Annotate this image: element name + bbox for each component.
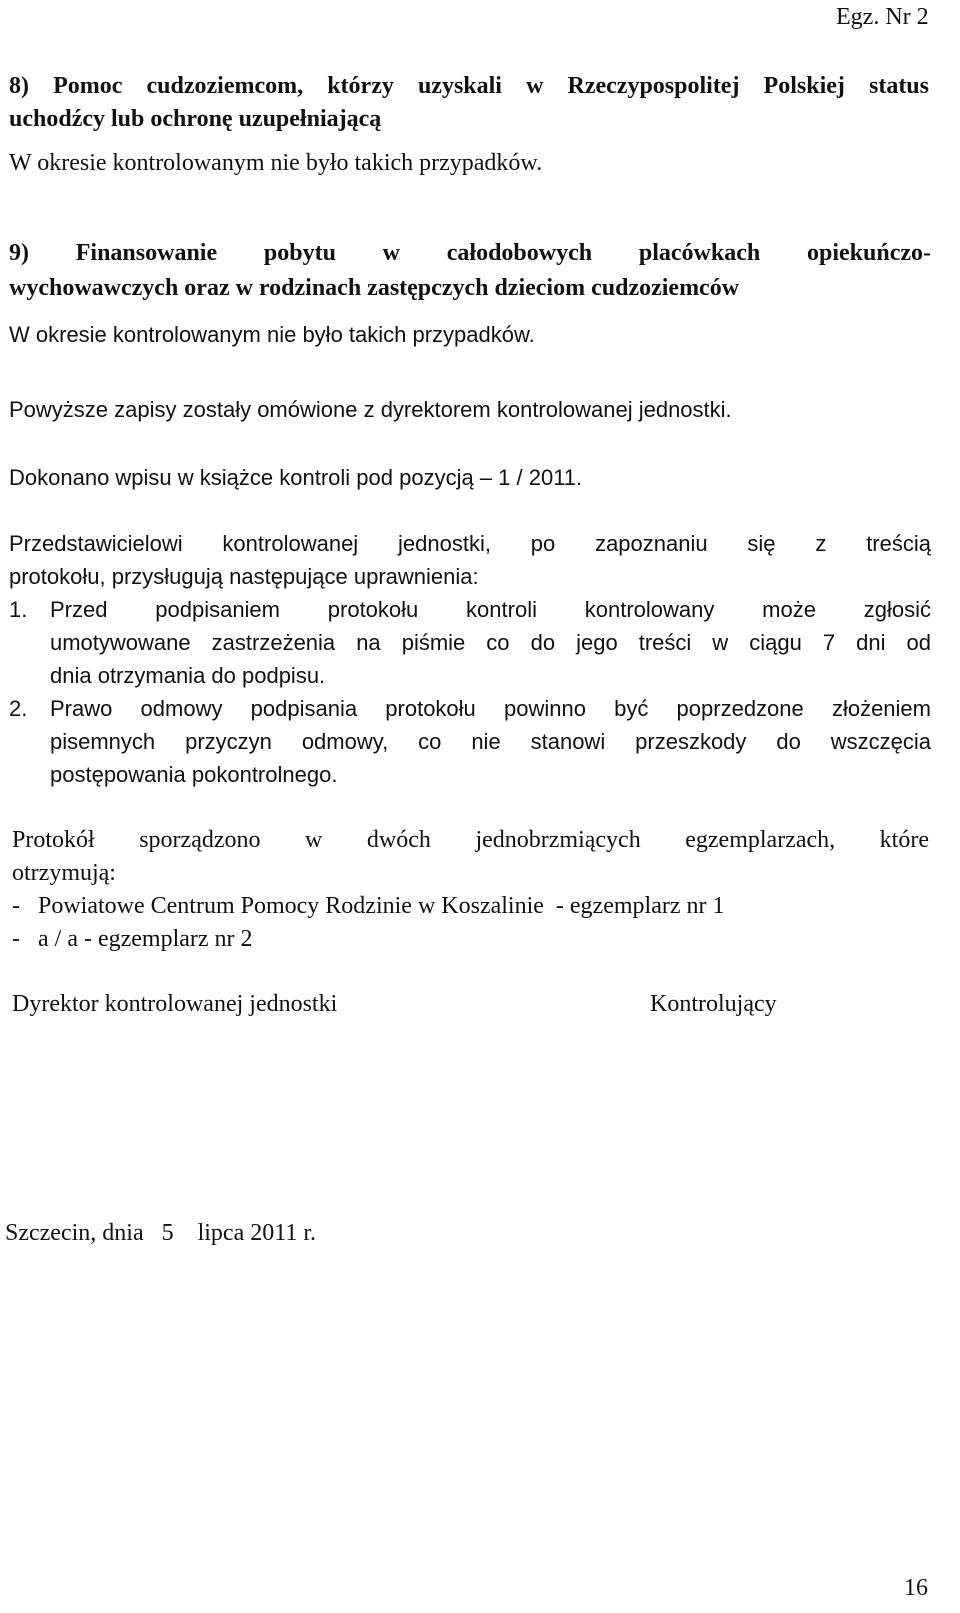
section-9-heading-line2: wychowawczych oraz w rodzinach zastępczych dzieciom cudzoziemców — [9, 275, 740, 301]
rights-item-2-line2: pisemnych przyczyn odmowy, co nie stanowi przeszkody do wszczęcia — [50, 729, 931, 754]
section-8-heading-line2: uchodźcy lub ochronę uzupełniającą — [9, 106, 382, 132]
copies-intro-line1: Protokół sporządzono w dwóch jednobrzmiących egzemplarzach, które — [12, 827, 929, 853]
rights-item-1-line3: dnia otrzymania do podpisu. — [50, 663, 326, 688]
discussed-note: Powyższe zapisy zostały omówione z dyrektorem kontrolowanej jednostki. — [9, 397, 732, 422]
section-8-heading-line1: 8) Pomoc cudzoziemcom, którzy uzyskali w Rzeczypospolitej Polskiej status — [9, 73, 929, 99]
rights-intro-line2: protokołu, przysługują następujące uprawnienia: — [9, 564, 479, 589]
rights-intro-line1: Przedstawicielowi kontrolowanej jednostki, po zapoznaniu się z treścią — [9, 531, 931, 556]
section-8-body: W okresie kontrolowanym nie było takich przypadków. — [9, 150, 543, 176]
rights-item-2-line3: postępowania pokontrolnego. — [50, 762, 338, 787]
copies-intro-line2: otrzymują: — [12, 860, 116, 886]
signature-director-label: Dyrektor kontrolowanej jednostki — [12, 991, 338, 1017]
rights-item-1-line1: Przed podpisaniem protokołu kontroli kontrolowany może zgłosić — [50, 597, 931, 622]
page-number: 16 — [904, 1575, 928, 1601]
section-9-heading-line1: 9) Finansowanie pobytu w całodobowych placówkach opiekuńczo- — [9, 240, 931, 266]
place-and-date: Szczecin, dnia 5 lipca 2011 r. — [5, 1220, 317, 1246]
copy-recipient-1: - Powiatowe Centrum Pomocy Rodzinie w Koszalinie - egzemplarz nr 1 — [12, 893, 725, 919]
rights-item-2-line1: Prawo odmowy podpisania protokołu powinno być poprzedzone złożeniem — [50, 696, 931, 721]
rights-item-2-number: 2. — [9, 696, 28, 721]
signature-inspector-label: Kontrolujący — [650, 991, 777, 1017]
rights-item-1-line2: umotywowane zastrzeżenia na piśmie co do jego treści w ciągu 7 dni od — [50, 630, 931, 655]
rights-item-1-number: 1. — [9, 597, 28, 622]
copy-recipient-2: - a / a - egzemplarz nr 2 — [12, 926, 253, 952]
section-9-body: W okresie kontrolowanym nie było takich przypadków. — [9, 322, 535, 347]
inspection-book-entry: Dokonano wpisu w książce kontroli pod pozycją – 1 / 2011. — [9, 465, 583, 490]
copy-number: Egz. Nr 2 — [836, 4, 929, 30]
